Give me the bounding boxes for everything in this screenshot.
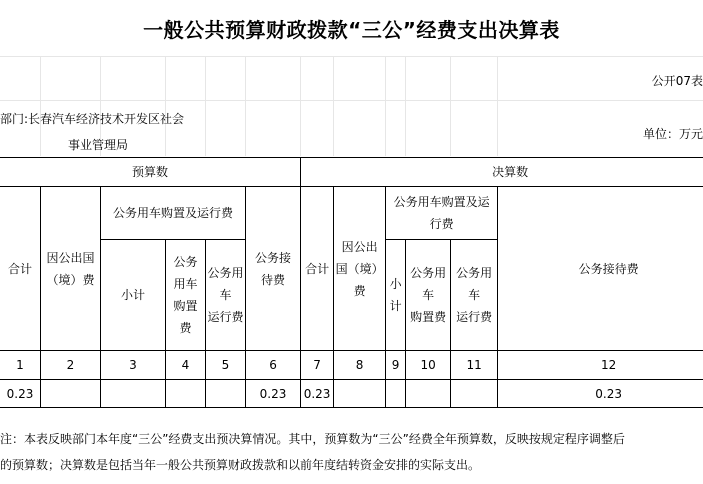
- budget-car-purchase-label: 公务 用车 购置 费: [173, 255, 198, 335]
- final-abroad-header: [334, 187, 386, 351]
- final-car-operation-label: 公务用 车 运行费: [456, 266, 493, 324]
- budget-subtotal-value: [101, 380, 166, 408]
- budget-car-operation-label: 公务用 车 运行费: [207, 266, 244, 324]
- budget-group-header: 预算数: [0, 158, 301, 187]
- budget-abroad-label: 因公出国 （境）费: [46, 250, 95, 287]
- budget-reception-label: 公务接 待费: [255, 250, 292, 287]
- budget-abroad-value: [41, 380, 101, 408]
- final-total-value: 0.23: [301, 380, 334, 408]
- department-name: 部门:长春汽车经济技术开发区社会: [0, 112, 185, 126]
- col-number: 1: [0, 351, 41, 380]
- col-number: 7: [301, 351, 334, 380]
- final-total-header: 合计: [301, 187, 334, 351]
- budget-total-header: 合计: [0, 187, 41, 351]
- final-car-group-header: [386, 187, 498, 240]
- footnote-line-1: 注：本表反映部门本年度“三公”经费支出预决算情况。其中，预算数为“三公”经费全年预算数，反映按规定程序调整后: [0, 432, 625, 446]
- final-abroad-value: [334, 380, 386, 408]
- report-title: 一般公共预算财政拨款“三公”经费支出决算表: [143, 18, 560, 42]
- budget-abroad-header: [41, 187, 101, 351]
- col-number: 6: [246, 351, 301, 380]
- column-number-row: [0, 351, 703, 380]
- budget-total-value: 0.23: [0, 380, 41, 408]
- col-number: 2: [41, 351, 101, 380]
- value-row: [0, 380, 703, 408]
- footnote-line-2: 的预算数；决算数是包括当年一般公共预算财政拨款和以前年度结转资金安排的实际支出。: [0, 458, 481, 472]
- budget-car-purchase-header: [166, 240, 206, 351]
- final-car-purchase-header: [406, 240, 451, 351]
- final-reception-value: 0.23: [498, 380, 703, 408]
- budget-car-purchase-value: [166, 380, 206, 408]
- col-number: 11: [451, 351, 498, 380]
- col-number: 10: [406, 351, 451, 380]
- col-number: 3: [101, 351, 166, 380]
- three-public-expenses-table: [0, 157, 703, 408]
- budget-reception-value: 0.23: [246, 380, 301, 408]
- budget-car-operation-header: [206, 240, 246, 351]
- final-car-group-label: 公务用车购置及运 行费: [393, 195, 490, 231]
- final-car-operation-header: [451, 240, 498, 351]
- col-number: 12: [498, 351, 703, 380]
- col-number: 5: [206, 351, 246, 380]
- final-subtotal-header: [386, 240, 406, 351]
- final-car-purchase-label: 公务用 车 购置费: [410, 266, 447, 324]
- budget-subtotal-header: 小计: [101, 240, 166, 351]
- final-group-header: 决算数: [301, 158, 703, 187]
- col-number: 9: [386, 351, 406, 380]
- unit-label: 单位：万元: [642, 127, 703, 141]
- final-subtotal-label: 小 计: [389, 277, 402, 313]
- department-name-continued: 事业管理局: [68, 138, 129, 152]
- budget-car-operation-value: [206, 380, 246, 408]
- final-subtotal-value: [386, 380, 406, 408]
- budget-car-group-label: 公务用车购置及运行费: [112, 206, 233, 220]
- col-number: 4: [166, 351, 206, 380]
- final-abroad-label: 因公出 国（境） 费: [335, 239, 384, 298]
- final-car-operation-value: [451, 380, 498, 408]
- form-code: 公开07表: [651, 74, 703, 88]
- final-car-purchase-value: [406, 380, 451, 408]
- budget-car-group-header: [101, 187, 246, 240]
- final-reception-header: 公务接待费: [498, 187, 703, 351]
- budget-reception-header: [246, 187, 301, 351]
- col-number: 8: [334, 351, 386, 380]
